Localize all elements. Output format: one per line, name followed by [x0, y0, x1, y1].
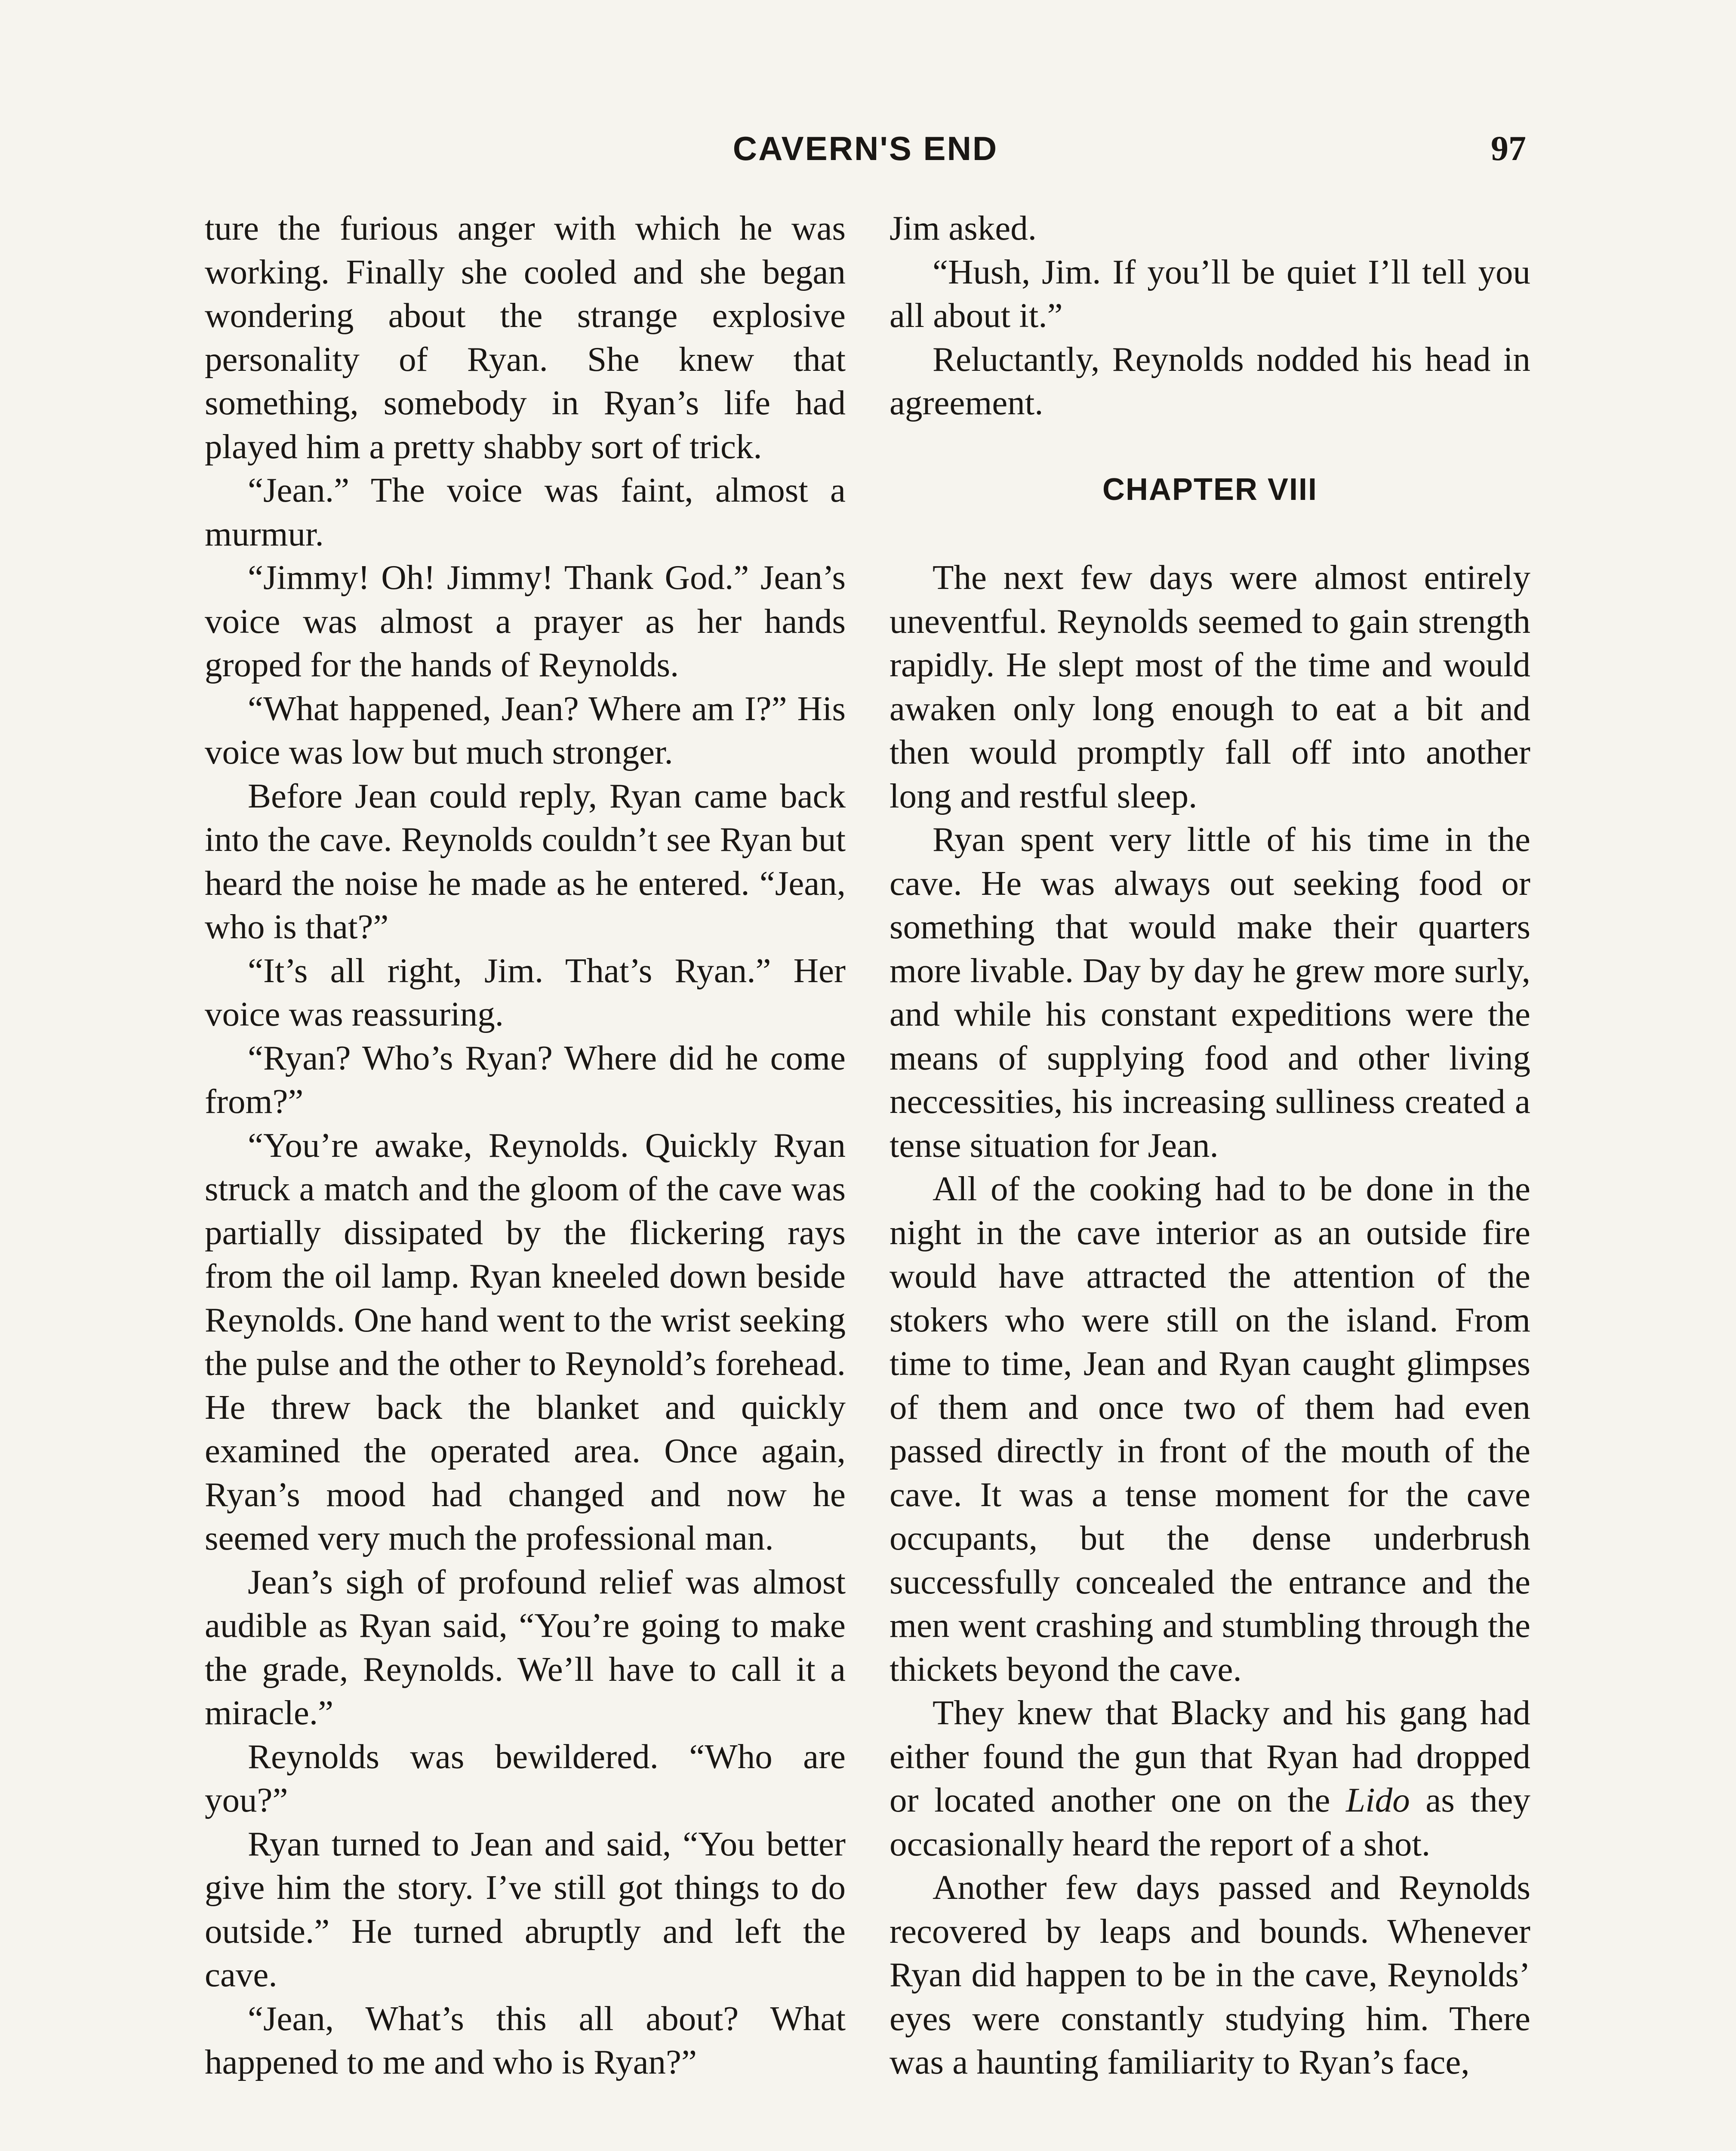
running-head: [205, 125, 1526, 172]
paragraph: ture the furious anger with which he was working. Finally she cooled and she began wondering about the strange explosive personality of Ryan. She knew that something, somebody in Ryan’s life had played him a pretty shabby sort of trick.: [205, 209, 846, 466]
paragraph: Jean’s sigh of profound relief was almost audible as Ryan said, “You’re going to make the grade, Reynolds. We’ll have to call it a miracle.”: [205, 1562, 846, 1732]
paragraph: Jim asked.: [890, 209, 1037, 247]
paragraph: “Jean, What’s this all about? What happened to me and who is Ryan?”: [205, 1999, 846, 2081]
paragraph: All of the cooking had to be done in the night in the cave interior as an outside fire would have attracted the attention of the stokers who were still on the island. From time to time, Jean and Ryan caught glimpses of them and once two of them had even passed directly in front of the mouth of the cave. It was a tense moment for the cave occupants, but the dense underbrush successfully concealed the entrance and the men went crashing and stumbling through the thickets beyond the cave.: [890, 1169, 1530, 1689]
paragraph: Reynolds was bewildered. “Who are you?”: [205, 1737, 846, 1819]
paragraph: “What happened, Jean? Where am I?” His voice was low but much stronger.: [205, 689, 846, 771]
left-column: [205, 206, 846, 2084]
paragraph: The next few days were almost entirely uneventful. Reynolds seemed to gain strength rapidly. He slept most of the time and would awaken only long enough to eat a bit and then would promptly fall off into another long and restful sleep.: [890, 558, 1530, 815]
right-column: [890, 206, 1530, 2084]
paragraph: Reluctantly, Reynolds nodded his head in agreement.: [890, 339, 1530, 422]
paragraph-text: as they occasionally heard the report of a shot.: [890, 1781, 1530, 1863]
paragraph: “Jean.” The voice was faint, almost a murmur.: [205, 471, 846, 553]
ship-name-italic: Lido: [1346, 1781, 1410, 1819]
paragraph: “It’s all right, Jim. That’s Ryan.” Her voice was reassuring.: [205, 951, 846, 1033]
running-title: CAVERN'S END: [733, 129, 998, 167]
paragraph-with-italic: [890, 1691, 1530, 1866]
chapter-heading: CHAPTER VIII: [1102, 472, 1318, 507]
paragraph: Another few days passed and Reynolds recovered by leaps and bounds. Whenever Ryan did happen to be in the cave, Reynolds’ eyes were constantly studying him. There was a haunting familiarity to Ryan’s face,: [890, 1868, 1530, 2081]
paragraph: “You’re awake, Reynolds. Quickly Ryan struck a match and the gloom of the cave was partially dissipated by the flickering rays from the oil lamp. Ryan kneeled down beside Reynolds. One hand went to the wrist seeking the pulse and the other to Reynold’s forehead. He threw back the blanket and quickly examined the operated area. Once again, Ryan’s mood had changed and now he seemed very much the professional man.: [205, 1125, 846, 1557]
paragraph-text: They knew that Blacky and his gang had either found the gun that Ryan had dropped or located another one on the: [890, 1693, 1530, 1819]
page-number: 97: [1491, 129, 1526, 168]
paragraph: Before Jean could reply, Ryan came back into the cave. Reynolds couldn’t see Ryan but heard the noise he made as he entered. “Jean, who is that?”: [205, 776, 846, 946]
paragraph: Ryan spent very little of his time in the cave. He was always out seeking food or something that would make their quarters more livable. Day by day he grew more surly, and while his constant expeditions were the means of supplying food and other living neccessities, his increasing sulliness created a tense situation for Jean.: [890, 820, 1530, 1165]
paragraph: “Ryan? Who’s Ryan? Where did he come from?”: [205, 1038, 846, 1121]
paragraph: Ryan turned to Jean and said, “You better give him the story. I’ve still got things to do outside.” He turned abruptly and left the cave.: [205, 1824, 846, 1994]
paragraph: “Hush, Jim. If you’ll be quiet I’ll tell you all about it.”: [890, 252, 1530, 335]
paragraph: “Jimmy! Oh! Jimmy! Thank God.” Jean’s voice was almost a prayer as her hands groped for the hands of Reynolds.: [205, 558, 846, 684]
